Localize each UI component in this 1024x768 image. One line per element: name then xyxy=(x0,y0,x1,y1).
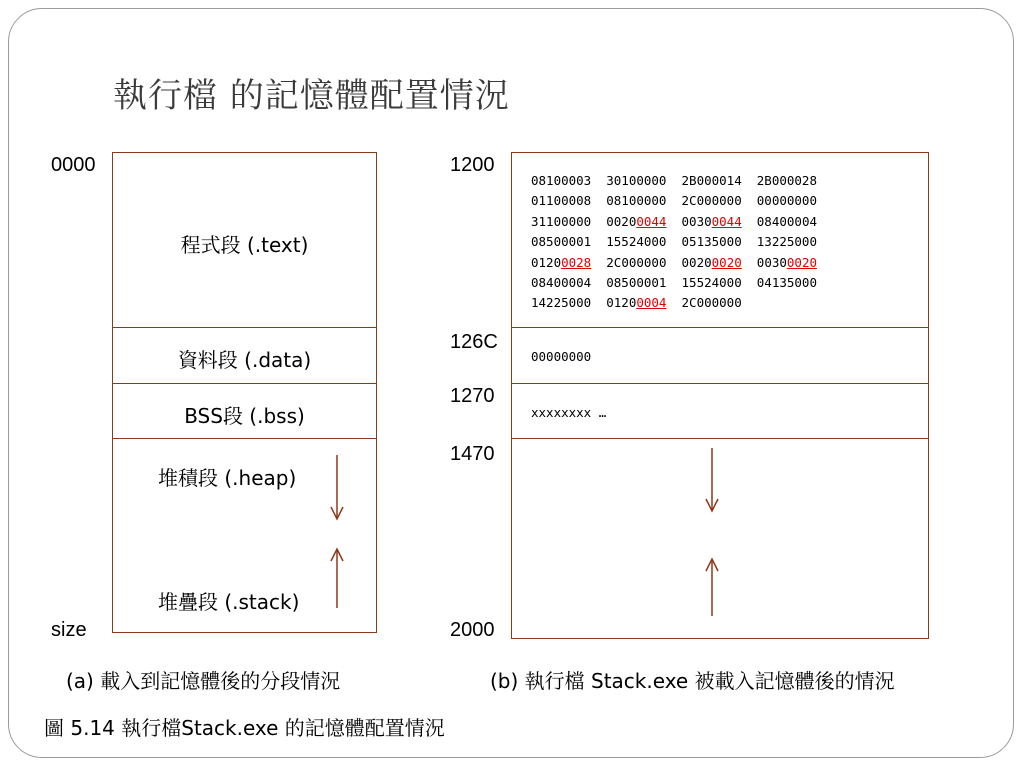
hex-fragment: 0120 xyxy=(531,254,562,270)
bss-segment-label: BSS段 (.bss) xyxy=(184,404,305,428)
hex-dump-row xyxy=(531,293,817,313)
text-segment-label: 程式段 (.text) xyxy=(180,233,309,257)
hex-dump-row xyxy=(531,212,817,232)
hex-fragment: 14225000 0120 xyxy=(531,295,637,311)
hex-fragment: 2C000000 xyxy=(666,295,742,311)
right-address-label: 1270 xyxy=(450,385,495,407)
stack-grow-up-arrow-icon xyxy=(328,548,348,610)
hex-fragment: 01100008 08100000 2C000000 00000000 xyxy=(531,193,817,209)
hex-dump-row xyxy=(531,232,817,252)
relocated-address-fragment: 0044 xyxy=(711,213,742,229)
data-segment-value: 00000000 xyxy=(531,349,592,364)
right-caption: (b) 執行檔 Stack.exe 被載入記憶體後的情況 xyxy=(490,669,895,693)
right-divider xyxy=(511,438,929,439)
hex-fragment: 08400004 08500001 15524000 04135000 xyxy=(531,275,817,291)
left-divider xyxy=(112,327,377,328)
hex-dump-row xyxy=(531,191,817,211)
right-divider xyxy=(511,327,929,328)
stack-segment-label: 堆疊段 (.stack) xyxy=(158,590,300,614)
left-address-top: 0000 xyxy=(51,154,96,176)
hex-fragment: 0030 xyxy=(666,213,712,229)
hex-fragment: 0030 xyxy=(741,254,787,270)
stack-grow-up-arrow-icon xyxy=(703,558,723,618)
relocated-address-fragment: 0020 xyxy=(711,254,742,270)
hex-fragment: 31100000 0020 xyxy=(531,213,637,229)
figure-caption: 圖 5.14 執行檔Stack.exe 的記憶體配置情況 xyxy=(44,716,445,740)
hex-dump-row xyxy=(531,253,817,273)
hex-fragment: 08500001 15524000 05135000 13225000 xyxy=(531,234,817,250)
hex-fragment: 08100003 30100000 2B000014 2B000028 xyxy=(531,173,817,188)
right-address-label: 126C xyxy=(450,331,498,353)
heap-grow-down-arrow-icon xyxy=(703,448,723,514)
relocated-address-fragment: 0028 xyxy=(561,254,592,270)
hex-dump-row xyxy=(531,273,817,293)
left-caption: (a) 載入到記憶體後的分段情況 xyxy=(66,669,341,693)
right-address-label: 2000 xyxy=(450,619,495,641)
heap-segment-label: 堆積段 (.heap) xyxy=(158,466,297,490)
right-divider xyxy=(511,383,929,384)
slide-title: 執行檔 的記憶體配置情況 xyxy=(113,76,510,116)
hex-fragment: 2C000000 0020 xyxy=(591,254,712,270)
left-address-bottom: size xyxy=(51,619,87,641)
relocated-address-fragment: 0044 xyxy=(636,213,667,229)
hex-dump-row xyxy=(531,171,817,191)
hex-fragment: 08400004 xyxy=(741,213,817,229)
relocated-address-fragment: 0004 xyxy=(636,295,667,311)
bss-segment-value: xxxxxxxx … xyxy=(531,405,607,420)
relocated-address-fragment: 0020 xyxy=(786,254,818,270)
right-address-label: 1200 xyxy=(450,154,495,176)
heap-grow-down-arrow-icon xyxy=(328,455,348,523)
left-divider xyxy=(112,438,377,439)
text-segment-hex-dump xyxy=(531,171,817,314)
left-divider xyxy=(112,383,377,384)
right-address-label: 1470 xyxy=(450,443,495,465)
data-segment-label: 資料段 (.data) xyxy=(177,348,312,372)
